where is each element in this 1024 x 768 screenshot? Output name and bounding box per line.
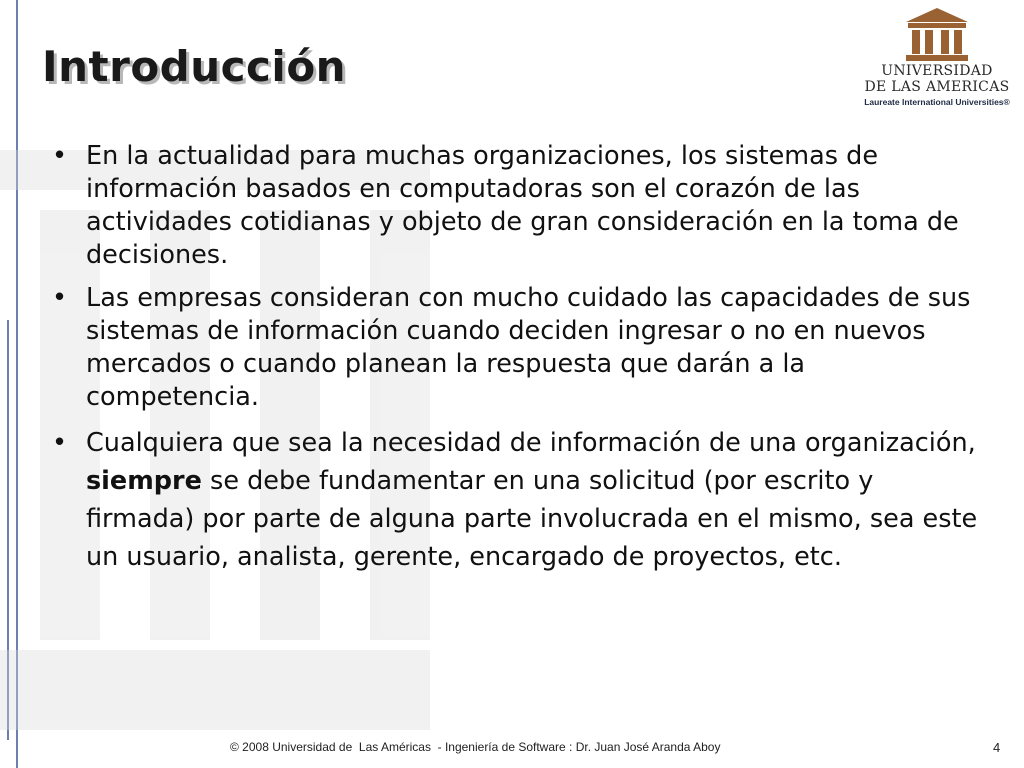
slide-footer xyxy=(0,738,1024,758)
bullet-text-start: Cualquiera que sea la necesidad de información de una organización, xyxy=(86,428,976,458)
bullet-marker: • xyxy=(52,428,68,458)
bullet-item xyxy=(52,140,982,272)
building-columns-icon xyxy=(902,6,972,62)
bullet-list xyxy=(52,140,982,586)
bullet-item xyxy=(52,282,982,414)
page-number: 4 xyxy=(993,740,1001,755)
logo-line-1: UNIVERSIDAD xyxy=(881,63,993,79)
logo-line-2: DE LAS AMERICAS xyxy=(864,79,1010,95)
bullet-marker: • xyxy=(52,141,68,171)
logo-tagline: Laureate International Universities® xyxy=(864,97,1010,107)
bullet-text: Las empresas consideran con mucho cuidado las capacidades de sus sistemas de información cuando deciden ingresar o no en nuevos mercados o cuando planean la respuesta que darán a la competencia. xyxy=(86,283,971,412)
university-logo xyxy=(862,6,1012,110)
bullet-text-emphasis: siempre xyxy=(86,466,202,496)
bullet-marker: • xyxy=(52,283,68,313)
bullet-text-end: se debe fundamentar en una solicitud (por escrito y firmada) por parte de alguna parte involucrada en el mismo, sea este un usuario, analista, gerente, encargado de proyectos, etc. xyxy=(86,466,978,572)
footer-copyright: © 2008 Universidad de Las Américas - Ingeniería de Software : Dr. Juan José Aranda Aboy xyxy=(230,740,721,754)
slide-title: Introducción xyxy=(42,42,347,91)
bullet-item xyxy=(52,424,982,576)
bullet-text: En la actualidad para muchas organizaciones, los sistemas de información basados en computadoras son el corazón de las actividades cotidianas y objeto de gran consideración en la toma de decisiones. xyxy=(86,141,959,270)
